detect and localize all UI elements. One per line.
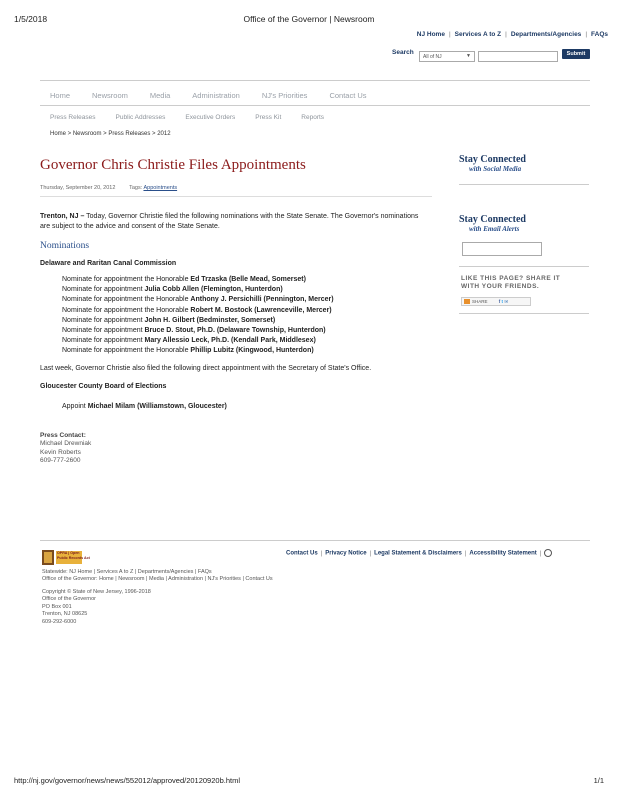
- sub-nav-public-addresses[interactable]: Public Addresses: [115, 114, 166, 121]
- opra-logo[interactable]: [42, 550, 90, 565]
- lead-text: Today, Governor Christie filed the following nominations with the State Senate. The Governor's nominations are subject to the advice and consent of the State Senate.: [40, 213, 419, 231]
- footer-address: Copyright © State of New Jersey, 1996-2018 Office of the Governor PO Box 001 Trenton, NJ 08625 609-292-6000: [42, 589, 151, 625]
- list-item: Nominate for appointment Mary Allessio Leck, Ph.D. (Kendall Park, Middlesex): [62, 337, 316, 345]
- main-nav-administration[interactable]: Administration: [192, 91, 240, 100]
- chevron-down-icon: ▼: [466, 53, 471, 59]
- search-submit-button[interactable]: Submit: [562, 49, 590, 59]
- article-date: Thursday, September 20, 2012: [40, 185, 116, 191]
- search-scope-value: All of NJ: [423, 54, 442, 60]
- press-contact-name: Michael Drewniak: [40, 440, 92, 448]
- article-meta: [40, 185, 177, 191]
- sidebar-rule-1: [459, 184, 589, 185]
- facebook-icon: f: [498, 299, 501, 304]
- footer-link-contact[interactable]: Contact Us: [286, 550, 318, 557]
- list-item: Nominate for appointment Julia Cobb Allen (Flemington, Hunterdon): [62, 286, 283, 294]
- main-nav-media[interactable]: Media: [149, 91, 171, 100]
- sidebar-rule-3: [459, 313, 589, 314]
- social-title: Stay Connected: [459, 154, 526, 165]
- search-input[interactable]: [478, 51, 558, 62]
- share-label: SHARE: [472, 299, 488, 304]
- list-item: Nominate for appointment the Honorable Anthony J. Persichilli (Pennington, Mercer): [62, 296, 334, 304]
- press-contact: [40, 432, 91, 466]
- press-contact-label: Press Contact:: [40, 432, 86, 439]
- print-url: http://nj.gov/governor/news/news/552012/approved/20120920b.html: [14, 776, 240, 785]
- footer-link-legal[interactable]: Legal Statement & Disclaimers: [374, 550, 462, 557]
- main-nav: [50, 91, 389, 100]
- list-item: Nominate for appointment Bruce D. Stout, Ph.D. (Delaware Township, Hunterdon): [62, 326, 326, 334]
- print-page-number: 1/1: [593, 776, 604, 785]
- email-input[interactable]: [462, 242, 542, 256]
- commission-name: Delaware and Raritan Canal Commission: [40, 260, 177, 268]
- print-title: Office of the Governor | Newsroom: [243, 14, 375, 24]
- main-nav-priorities[interactable]: NJ's Priorities: [261, 91, 308, 100]
- meta-rule: [40, 196, 432, 197]
- email-icon: ✉: [504, 299, 509, 304]
- sub-nav-reports[interactable]: Reports: [301, 114, 325, 121]
- util-nav-departments[interactable]: Departments/Agencies: [510, 31, 582, 38]
- tags-label: Tags:: [129, 185, 143, 191]
- social-subtitle: with Social Media: [469, 165, 522, 173]
- print-footer: [14, 776, 604, 785]
- utility-nav: NJ Home | Services A to Z | Departments/Agencies | FAQs: [416, 31, 608, 38]
- share-button[interactable]: [461, 297, 531, 306]
- email-alerts-block: [459, 214, 589, 233]
- accessibility-icon[interactable]: [544, 549, 552, 557]
- util-nav-nj-home[interactable]: NJ Home: [416, 31, 445, 38]
- footer-link-privacy[interactable]: Privacy Notice: [325, 550, 367, 557]
- list-item: Nominate for appointment the Honorable Ed Trzaska (Belle Mead, Somerset): [62, 276, 306, 284]
- sub-nav: [50, 114, 344, 121]
- article-body: [40, 212, 428, 420]
- twitter-icon: t: [501, 299, 504, 304]
- sidebar-rule-2: [459, 266, 589, 267]
- nav-bottom-rule: [40, 105, 590, 106]
- list-item: Appoint Michael Milam (Williamstown, Gloucester): [62, 402, 227, 410]
- last-week-paragraph: Last week, Governor Christie also filed the following direct appointment with the Secretary of State's Office.: [40, 365, 372, 373]
- social-media-block[interactable]: [459, 154, 589, 173]
- main-nav-home[interactable]: Home: [50, 91, 71, 100]
- print-date: 1/5/2018: [14, 14, 48, 24]
- press-contact-name: Kevin Roberts: [40, 448, 81, 456]
- footer-copyright: Copyright © State of New Jersey, 1996-2018: [42, 589, 151, 595]
- board-name: Gloucester County Board of Elections: [40, 383, 167, 391]
- footer-nav-text: [42, 569, 273, 584]
- share-icon: [464, 299, 470, 304]
- util-nav-services[interactable]: Services A to Z: [454, 31, 502, 38]
- sub-nav-press-releases[interactable]: Press Releases: [50, 114, 96, 121]
- nominations-heading: Nominations: [40, 241, 90, 252]
- footer-link-accessibility[interactable]: Accessibility Statement: [469, 550, 537, 557]
- search-label: Search: [392, 49, 414, 56]
- breadcrumb[interactable]: Home > Newsroom > Press Releases > 2012: [50, 131, 171, 137]
- tag-link[interactable]: Appointments: [143, 185, 178, 191]
- lead-paragraph: [40, 212, 428, 232]
- dateline: Trenton, NJ –: [40, 213, 85, 220]
- appointment-list: [62, 402, 428, 412]
- share-prompt: LIKE THIS PAGE? SHARE IT WITH YOUR FRIENDS.: [461, 275, 561, 291]
- opra-text: OPRA | Open Public Records Act: [57, 551, 90, 561]
- list-item: Nominate for appointment John H. Gilbert (Bedminster, Somerset): [62, 316, 276, 324]
- main-nav-newsroom[interactable]: Newsroom: [92, 91, 128, 100]
- footer-statewide[interactable]: Statewide: NJ Home | Services A to Z | Departments/Agencies | FAQs: [42, 569, 212, 575]
- email-subtitle: with Email Alerts: [469, 225, 520, 233]
- page-title: Governor Chris Christie Files Appointments: [40, 157, 306, 173]
- press-contact-phone: 609-777-2600: [40, 457, 81, 465]
- sub-nav-executive-orders[interactable]: Executive Orders: [185, 114, 236, 121]
- nav-top-rule: [40, 80, 590, 81]
- sub-nav-press-kit[interactable]: Press Kit: [255, 114, 282, 121]
- util-nav-faqs[interactable]: FAQs: [591, 31, 608, 38]
- nominee-list: [62, 275, 428, 356]
- main-nav-contact[interactable]: Contact Us: [329, 91, 367, 100]
- footer-rule: [40, 540, 590, 541]
- footer-office[interactable]: Office of the Governor: Home | Newsroom | Media | Administration | NJ's Priorities | Contact Us: [42, 576, 273, 583]
- search-scope-select[interactable]: [419, 51, 475, 62]
- email-title: Stay Connected: [459, 214, 526, 225]
- list-item: Nominate for appointment the Honorable Robert M. Bostock (Lawrenceville, Mercer): [62, 306, 332, 314]
- footer-links: Contact Us | Privacy Notice | Legal Statement & Disclaimers | Accessibility Statement |: [286, 549, 552, 557]
- list-item: Nominate for appointment the Honorable Phillip Lubitz (Kingwood, Hunterdon): [62, 347, 314, 355]
